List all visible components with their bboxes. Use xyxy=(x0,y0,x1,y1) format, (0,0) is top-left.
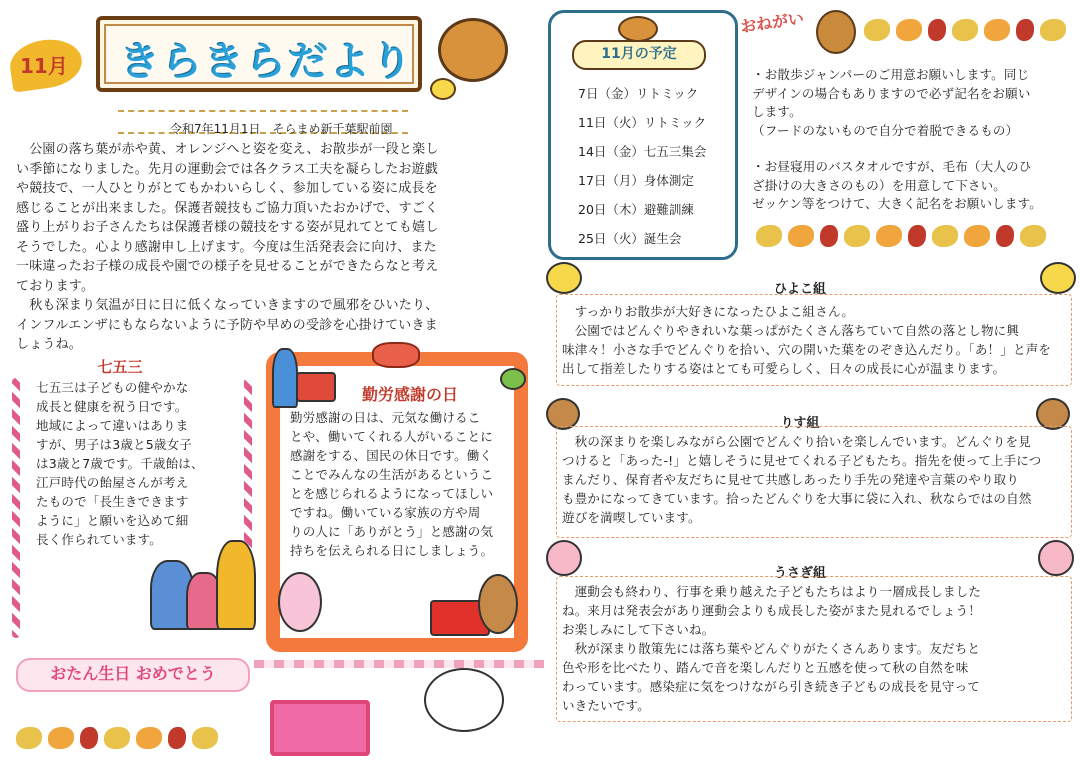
class-line: わっています。感染症に気をつけながら引き続き子どもの成長を見守って xyxy=(562,679,980,694)
schedule-item: 20日（木）避難訓練 xyxy=(578,202,694,217)
shichigosan-line: は3歳と7歳です。千歳飴は、 xyxy=(36,456,204,471)
intro-line: 一味違ったお子様の成長や園での様子を見せることができたらなと考え xyxy=(16,259,439,274)
police-officer-icon xyxy=(272,348,298,408)
bird-icon xyxy=(500,368,526,390)
bear-firefighter-icon xyxy=(478,574,518,634)
notice-line: ゼッケン等をつけて、大きく記名をお願いします。 xyxy=(752,196,1042,211)
intro-line: 公園の落ち葉が赤や黄、オレンジへと姿を変え、お散歩が一段と楽し xyxy=(16,142,439,157)
class-line: まんだり、保育者や友だちに見せて共感しあったり手先の発達や言葉のやり取り xyxy=(562,472,1020,487)
shichigosan-line: たもので「長生きできます xyxy=(36,494,189,509)
labor-line: ことでみんなの生活があるというこ xyxy=(290,467,494,482)
class-text-risu xyxy=(562,432,1074,527)
notice-line: デザインの場合もありますので必ず記名をお願い xyxy=(752,85,1031,101)
class-title-hiyoko: ひよこ組 xyxy=(773,282,826,297)
shichigosan-line: ように」と願いを込めて細 xyxy=(36,513,189,528)
labor-line: りの人に「ありがとう」と感謝の気 xyxy=(290,524,494,539)
intro-line: そうでした。心より感謝申し上げます。今度は生活発表会に向け、また xyxy=(16,239,437,255)
schedule-title: 11月の予定 xyxy=(572,40,706,70)
class-line: 秋が深まり散策先には落ち葉やどんぐりがたくさんあります。友だちと xyxy=(562,641,981,656)
shichigosan-line: 七五三は子どもの健やかな xyxy=(36,380,189,395)
intro-line: しょうね。 xyxy=(16,337,83,352)
class-line: すっかりお散歩が大好きになったひよこ組さん。 xyxy=(562,304,855,319)
labor-line: 感謝をする、国民の休日です。働く xyxy=(290,448,493,463)
class-title-usagi: うさぎ組 xyxy=(773,566,826,581)
class-line: つけると「あった-!」と嬉しそうに見せてくれる子どもたち。指先を使って上手につ xyxy=(562,453,1042,468)
pig-icon xyxy=(1038,540,1074,576)
class-line: 出して指差したりする姿はとても可愛らしく、日々の成長に心が温まります。 xyxy=(562,361,1006,376)
class-line: 秋の深まりを楽しみながら公園でどんぐり拾いを楽しんでいます。どんぐりを見 xyxy=(562,434,1031,449)
labor-line: 持ちを伝えられる日にしましょう。 xyxy=(290,543,494,558)
class-line: 遊びを満喫しています。 xyxy=(562,510,701,525)
notice-line: ざ掛けの大きさのもの）を用意して下さい。 xyxy=(752,177,1007,193)
labor-line: とを感じられるようになってほしい xyxy=(290,486,494,501)
notice-line: ・お昼寝用のバスタオルですが、毛布（大人のひ xyxy=(752,159,1032,174)
rabbit-icon xyxy=(278,572,322,632)
labor-line: ですね。働いている家族の方や周 xyxy=(290,505,481,520)
schedule-item: 17日（月）身体測定 xyxy=(578,173,694,188)
squirrel-icon xyxy=(618,16,658,42)
class-line: 公園ではどんぐりやきれいな葉っぱがたくさん落ちていて自然の落とし物に興 xyxy=(562,323,1020,338)
month-label: 11月 xyxy=(20,54,68,78)
pig-icon xyxy=(546,540,582,576)
notice-line: ・お散歩ジャンパーのご用意お願いします。同じ xyxy=(752,67,1030,82)
class-text-hiyoko xyxy=(562,302,1074,378)
autumn-deco-strip-birthday xyxy=(16,724,246,752)
labor-text xyxy=(290,408,512,560)
class-line: いきたいです。 xyxy=(562,698,650,713)
pink-name-card xyxy=(270,700,370,756)
intro-line: い季節になりました。先月の運動会では各クラス工夫を凝らしたお遊戯 xyxy=(16,161,439,177)
notice-title: おねがい xyxy=(739,8,806,37)
shichigosan-line: すが、男子は3歳と5歳女子 xyxy=(36,437,193,452)
rabbit-party-icon xyxy=(424,668,504,732)
notice-line: （フードのないもので自分で着脱できるもの） xyxy=(752,122,1019,138)
notice-line: します。 xyxy=(752,104,802,119)
schedule-item: 25日（火）誕生会 xyxy=(578,231,682,246)
shichigosan-line: 江戸時代の飴屋さんが考え xyxy=(36,475,189,490)
class-line: 運動会も終わり、行事を乗り越えた子どもたちはより一層成長しました xyxy=(562,584,982,599)
shichigosan-title: 七五三 xyxy=(97,358,143,376)
labor-title: 勤労感謝の日 xyxy=(361,385,458,404)
chitose-ame-left xyxy=(12,378,20,638)
shichigosan-text xyxy=(36,378,246,549)
schedule-item: 7日（金）リトミック xyxy=(578,86,699,101)
intro-line: 盛り上がりお子さんたちは保護者様の競技をする姿が見れてとても嬉し xyxy=(16,220,439,235)
class-line: 味津々！小さな手でどんぐりを拾い、穴の開いた葉をのぞき込んだり。「あ！」と声を xyxy=(562,342,1052,357)
class-line: ね。来月は発表会があり運動会よりも成長した姿がまた見れるでしょう！ xyxy=(562,603,981,618)
page-title: きらきらだより xyxy=(120,39,414,85)
labor-line: とや、働いてくれる人がいることに xyxy=(290,429,493,444)
class-line: も豊かになってきています。拾ったどんぐりを大事に袋に入れ、秋ならではの自然 xyxy=(562,491,1032,506)
shichigosan-line: 長く作られています。 xyxy=(36,532,163,547)
autumn-deco-strip-bottom xyxy=(756,222,1072,250)
owl-icon xyxy=(816,10,856,54)
class-line: 色や形を比べたり、踏んで音を楽しんだりと五感を使って秋の自然を味 xyxy=(562,660,969,675)
intro-line: 秋も深まり気温が日に日に低くなっていきますので風邪をひいたり、 xyxy=(16,298,439,313)
ribbon-bow-icon xyxy=(372,342,420,368)
intro-line: や競技で、一人ひとりがとてもかわいらしく、参加している姿に成長を xyxy=(16,181,438,196)
class-text-usagi xyxy=(562,582,1074,715)
notice-text xyxy=(752,66,1072,214)
class-title-risu: りす組 xyxy=(780,416,820,431)
chick-icon xyxy=(546,262,582,294)
schedule-item: 11日（火）リトミック xyxy=(578,115,707,130)
intro-line: 感じることが出来ました。保護者競技もご協力頂いたおかげで、すごく xyxy=(16,200,439,216)
chick-icon xyxy=(430,78,456,100)
class-line: お楽しみにして下さいね。 xyxy=(562,622,715,637)
birthday-banner: おたん生日 おめでとう xyxy=(16,658,250,692)
notice-line xyxy=(752,140,1072,158)
intro-text xyxy=(16,140,516,355)
autumn-deco-strip-top xyxy=(864,16,1074,44)
intro-line: ております。 xyxy=(16,278,95,294)
issue-date: 令和7年11月1日 そらまめ新千葉駅前園 xyxy=(170,122,393,136)
labor-line: 勤労感謝の日は、元気な働けるこ xyxy=(290,410,481,425)
chick-icon xyxy=(1040,262,1076,294)
tanuki-icon xyxy=(438,18,508,82)
shichigosan-line: 成長と健康を祝う日です。 xyxy=(36,399,188,414)
birthday-border-top xyxy=(254,660,544,668)
kids-kimono-icon xyxy=(216,540,256,630)
schedule-item: 14日（金）七五三集会 xyxy=(578,144,707,159)
shichigosan-line: 地域によって違いはありま xyxy=(36,418,189,433)
intro-line: インフルエンザにもならないように予防や早めの受診を心掛けていきま xyxy=(16,317,438,333)
